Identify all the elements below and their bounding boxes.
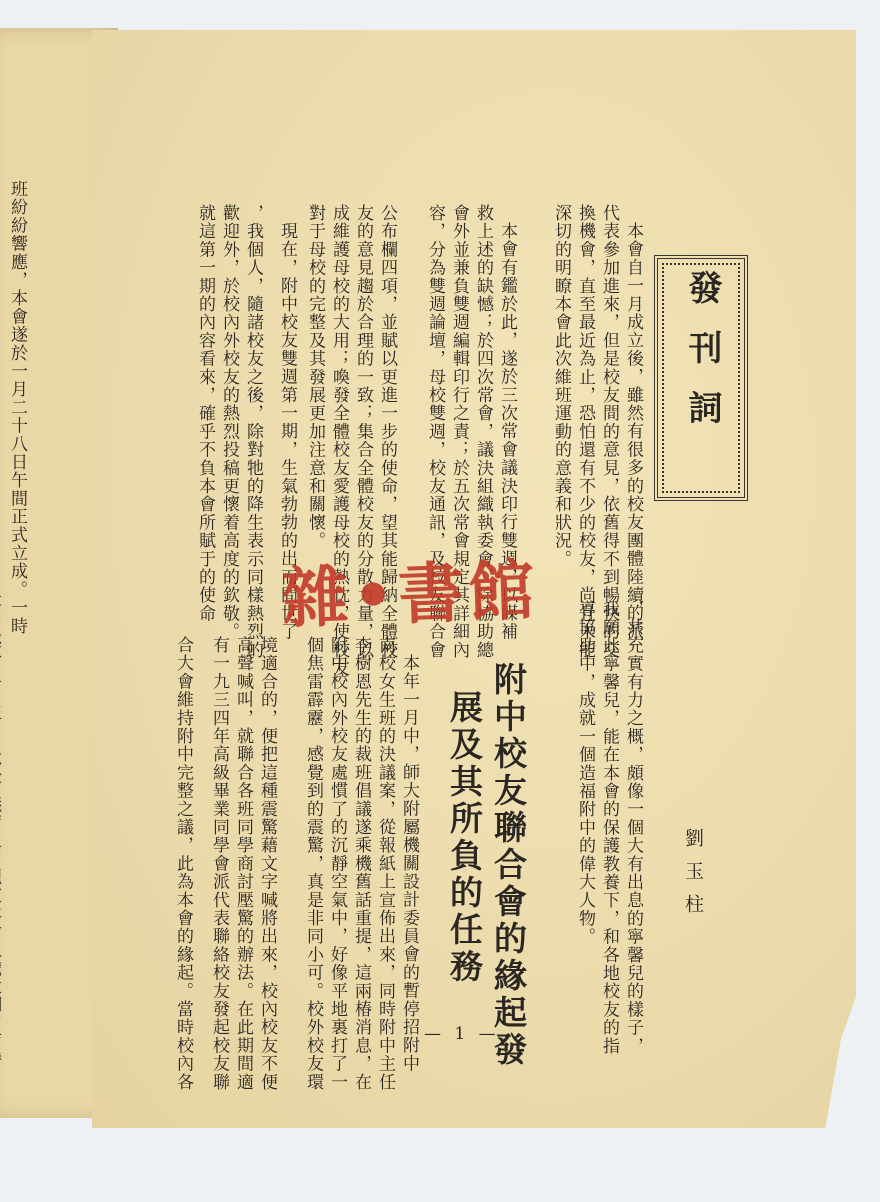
article-column-9: 合大會維持附中完整之議，此為本會的緣起。當時校內各 xyxy=(173,636,193,1091)
library-stamp: 雜•書館 xyxy=(280,550,540,638)
page-number: — 1 — xyxy=(424,1024,500,1044)
preface-column-17: ，共充實有力之概，頗像一個大有出息的寧馨兒的樣子， xyxy=(623,600,643,1055)
preface-column-2: 代表參加進來，但是校友間的意見，依舊得不到暢快的交 xyxy=(599,204,619,659)
preface-column-7: 會外並兼負雙週編輯印行之責；於五次常會規定其詳細內 xyxy=(449,204,469,659)
article-title-line-1: 附中校友聯合會的緣起發 xyxy=(489,662,528,1069)
preface-column-5: 本會有鑑於此，遂於三次常會議決印行雙週，以謀補 xyxy=(497,222,517,641)
preface-column-10: 友的意見趨於合理的一致；集合全體校友的分散力量，以 xyxy=(353,204,373,659)
preface-column-19: 導協助中，成就一個造福附中的偉大人物。 xyxy=(575,600,595,946)
article-column-7: 高聲喊叫，就聯合各班同學商討壓驚的辦法。在此期間適 xyxy=(233,636,253,1091)
preface-column-9: 公布欄四項，並賦以更進一步的使命，望其能歸納全體校 xyxy=(377,204,397,659)
article-column-4: 附中校內外校友處慣了的沉靜空氣中，好像平地裏打了一 xyxy=(327,636,347,1091)
preface-column-6: 救上述的缺憾；於四次常會，議決組織執委會，除協助總 xyxy=(473,204,493,659)
preface-column-18: 我願此寧馨兒，能在本會的保護教養下，和各地校友的指 xyxy=(599,600,619,1055)
preface-column-16: 就這第一期的內容看來，確乎不負本會所賦于的使命 xyxy=(195,204,215,623)
left-page-column-1: 班紛紛響應，本會遂於一月二十八日午間正式立成。一時 xyxy=(7,180,27,635)
article-column-3: 李樹恩先生的裁班倡議遂乘機舊話重提，這兩椿消息，在 xyxy=(351,636,371,1091)
left-page-column-2 xyxy=(0,595,2,1068)
preface-column-13: 現在，附中校友雙週第一期，生氣勃勃的出而問世了 xyxy=(277,222,297,641)
preface-column-1: 本會自一月成立後，雖然有很多的校友團體陸續的派 xyxy=(623,222,643,641)
preface-column-12: 對于母校的完整及其發展更加注意和關懷。 xyxy=(305,204,325,550)
article-column-1: 本年一月中，師大附屬機關設計委員會的暫停招附中 xyxy=(399,654,419,1073)
article-column-6: 境適合的，便把這種震驚藉文字喊將出來，校內校友不便 xyxy=(257,636,277,1091)
author-name: 劉玉柱 xyxy=(682,828,704,927)
article-title-line-2: 展及其所負的任務 xyxy=(445,690,484,986)
preface-column-11: 成維護母校的大用；喚發全體校友愛護母校的熱忱，使校友 xyxy=(329,204,349,678)
preface-column-15: 歡迎外，於校內外校友的熱烈投稿更懷着高度的欽敬。 xyxy=(219,204,239,641)
preface-column-3: 換機會，直至最近為止，恐怕還有不少的校友，尚且未能 xyxy=(575,204,595,659)
preface-column-8: 容，分為雙週論壇，母校雙週，校友通訊，及校友聯合會 xyxy=(425,204,445,659)
article-column-5: 個焦雷霹靂，感覺到的震驚，真是非同小可。校外校友環 xyxy=(303,636,323,1091)
preface-column-4: 深切的明瞭本會此次維班運動的意義和狀況。 xyxy=(551,204,571,568)
preface-title: 發刊詞 xyxy=(682,270,722,450)
preface-column-14: ，我個人，隨諸校友之後，除對牠的降生表示同樣熱烈的 xyxy=(243,204,263,659)
article-column-2: 南校女生班的決議案，從報紙上宣佈出來，同時附中主任 xyxy=(375,636,395,1091)
article-column-8: 有一九三四年高級畢業同學會派代表聯絡校友發起校友聯 xyxy=(209,636,229,1091)
